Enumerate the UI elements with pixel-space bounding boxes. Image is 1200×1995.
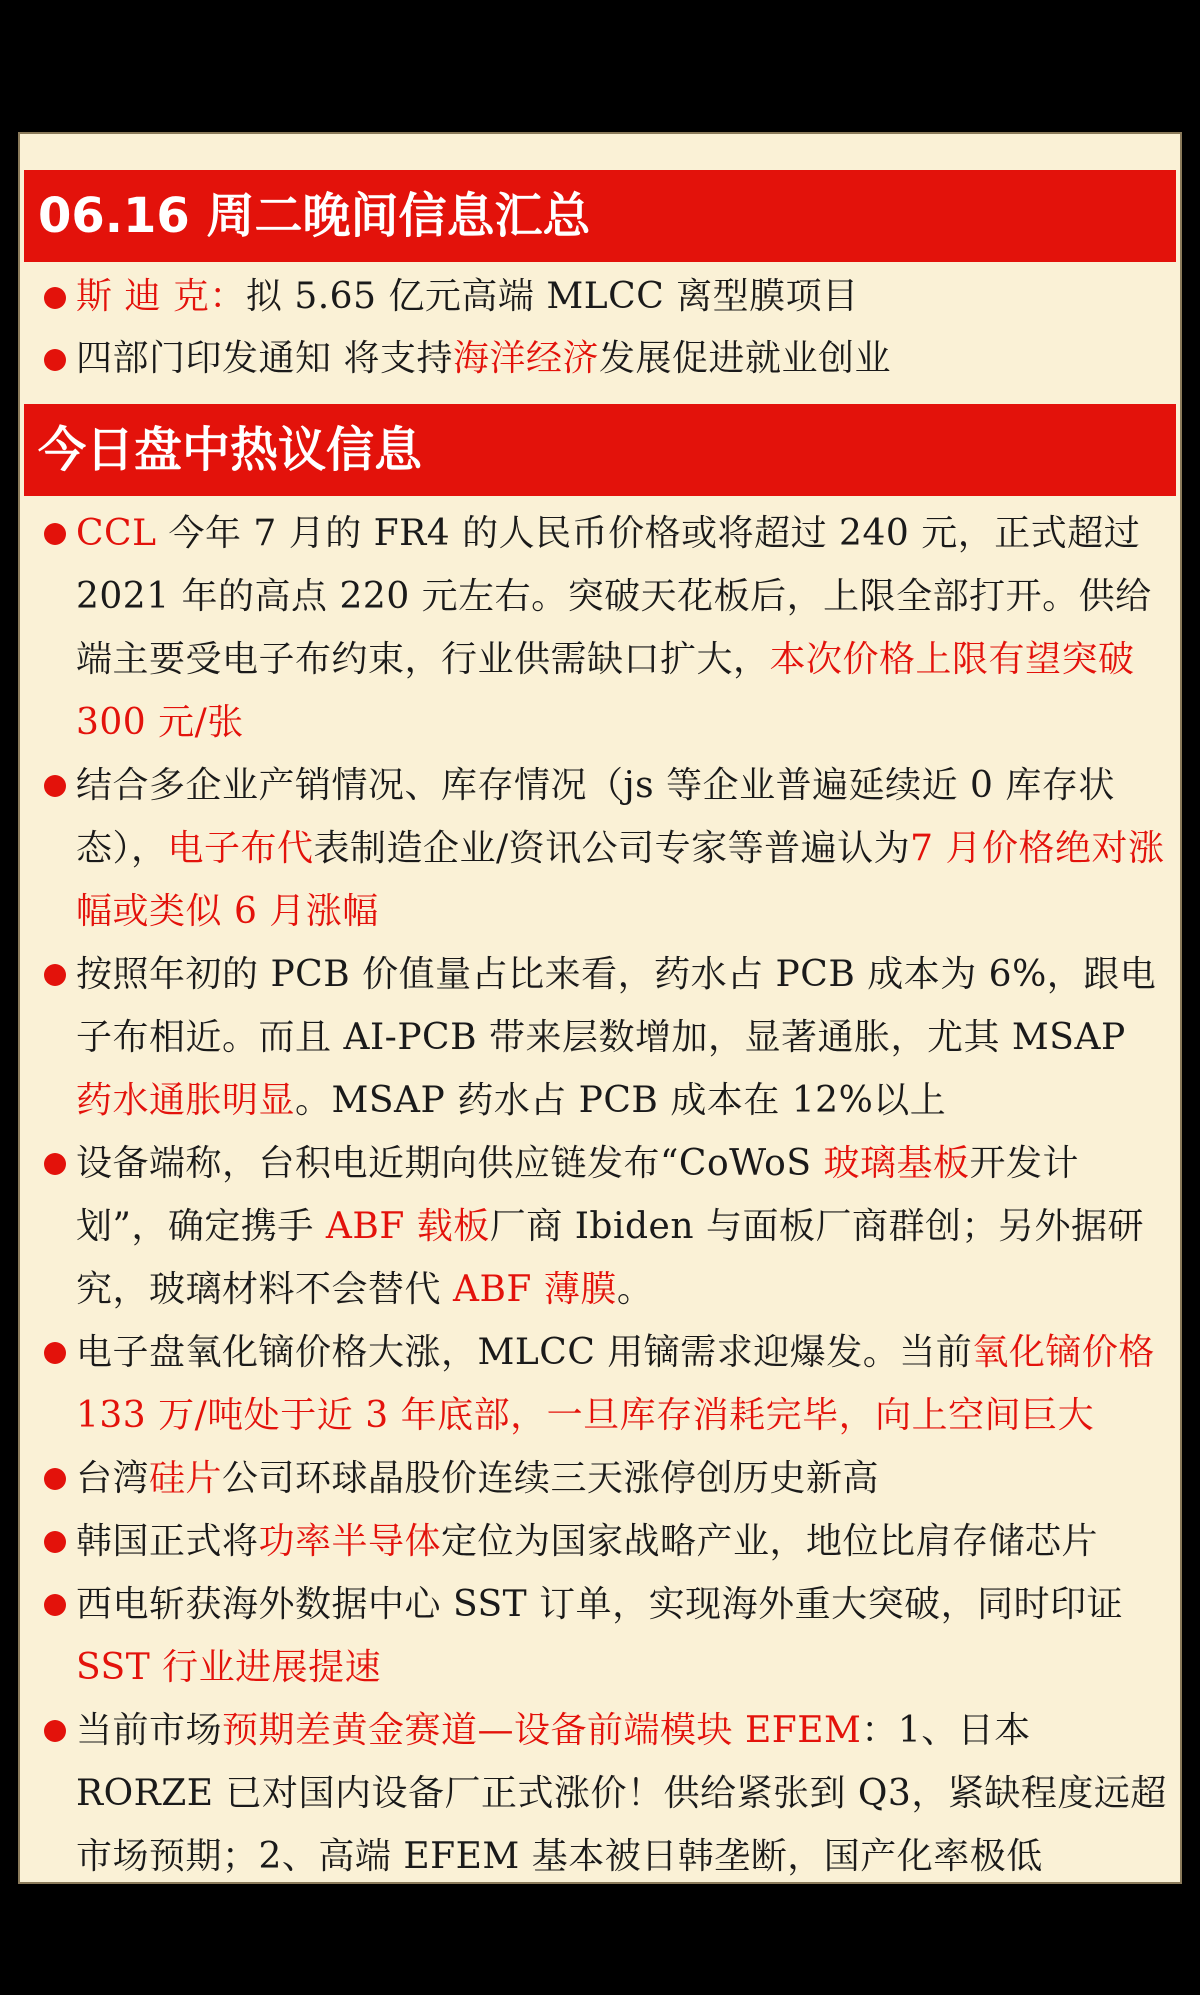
evening-news-list <box>20 266 1180 390</box>
highlight-text: 氧化镝价格 133 万/吨处于近 3 年底部，一旦库存消耗完毕，向上空间巨大 <box>76 1332 1155 1436</box>
bullet-dot-icon <box>44 349 66 371</box>
highlight-text: CCL <box>76 513 157 554</box>
body-text: 表制造企业/资讯公司专家等普遍认为 <box>313 828 911 869</box>
bullet-dot-icon <box>44 1720 66 1742</box>
bullet-dot-icon <box>44 1594 66 1616</box>
body-text: 公司环球晶股价连续三天涨停创历史新高 <box>222 1458 880 1499</box>
section-header-intraday: 今日盘中热议信息 <box>24 404 1176 496</box>
body-text: 韩国正式将 <box>76 1521 259 1562</box>
bullet-dot-icon <box>44 1342 66 1364</box>
body-text: 结合多企业产销情况、库存情况（js 等企业普遍延续近 0 库存状态）， <box>76 765 1115 869</box>
bullet-dot-icon <box>44 523 66 545</box>
highlight-text: 电子布代 <box>167 828 314 869</box>
bullet-dot-icon <box>44 1468 66 1490</box>
body-text: 当前市场 <box>76 1710 223 1751</box>
highlight-text: 7 月价格绝对涨幅或类似 6 月涨幅 <box>76 828 1165 932</box>
body-text: 电子盘氧化镝价格大涨，MLCC 用镝需求迎爆发。当前 <box>76 1332 973 1373</box>
body-text: ：1、日本 RORZE 已对国内设备厂正式涨价！供给紧张到 Q3，紧缺程度远超市场预期；2、高端 EFEM 基本被日韩垄断，国产化率极低 <box>76 1710 1167 1877</box>
bullet-dot-icon <box>44 775 66 797</box>
body-text: 西电斩获海外数据中心 SST 订单，实现海外重大突破，同时印证 <box>76 1584 1124 1625</box>
highlight-text: 斯 迪 克： <box>76 276 246 317</box>
highlight-text: 预期差黄金赛道—设备前端模块 EFEM <box>222 1710 862 1751</box>
section-header-evening: 06.16 周二晚间信息汇总 <box>24 170 1176 262</box>
news-item <box>20 328 1168 390</box>
body-text: 台湾 <box>76 1458 150 1499</box>
body-text: 按照年初的 PCB 价值量占比来看，药水占 PCB 成本为 6%，跟电子布相近。而且 AI-PCB 带来层数增加，显著通胀，尤其 MSAP <box>76 954 1157 1058</box>
news-item <box>20 266 1168 328</box>
highlight-text: SST 行业进展提速 <box>76 1647 382 1688</box>
highlight-text: 硅片 <box>149 1458 223 1499</box>
bullet-dot-icon <box>44 964 66 986</box>
highlight-text: 玻璃基板 <box>823 1143 970 1184</box>
news-item <box>20 943 1168 1132</box>
body-text: 今年 7 月的 FR4 的人民币价格或将超过 240 元，正式超过 2021 年的高点 220 元左右。突破天花板后，上限全部打开。供给端主要受电子布约束，行业供需缺口扩大， <box>76 513 1152 680</box>
body-text: 。MSAP 药水占 PCB 成本在 12%以上 <box>295 1080 947 1121</box>
body-text: 定位为国家战略产业，地位比肩存储芯片 <box>441 1521 1099 1562</box>
news-item <box>20 1132 1168 1321</box>
body-text: 设备端称，台积电近期向供应链发布“CoWoS <box>76 1143 824 1184</box>
highlight-text: 本次价格上限有望突破 300 元/张 <box>76 639 1135 743</box>
body-text: 四部门印发通知 将支持 <box>76 338 453 379</box>
bullet-dot-icon <box>44 1153 66 1175</box>
news-item <box>20 1510 1168 1573</box>
highlight-text: 功率半导体 <box>258 1521 442 1562</box>
news-item <box>20 754 1168 943</box>
bullet-dot-icon <box>44 1531 66 1553</box>
body-text: 开发计划”，确定携手 <box>76 1143 1079 1247</box>
highlight-text: ABF 薄膜 <box>452 1269 617 1310</box>
news-item <box>20 1321 1168 1447</box>
news-item <box>20 1699 1168 1888</box>
highlight-text: ABF 载板 <box>325 1206 490 1247</box>
highlight-text: 药水通胀明显 <box>76 1080 296 1121</box>
info-card <box>18 132 1182 1884</box>
body-text: 厂商 Ibiden 与面板厂商群创；另外据研究，玻璃材料不会替代 <box>76 1206 1144 1310</box>
highlight-text: 海洋经济 <box>452 338 599 379</box>
body-text: 拟 5.65 亿元高端 MLCC 离型膜项目 <box>245 276 859 317</box>
news-item <box>20 1447 1168 1510</box>
body-text: 。 <box>616 1269 654 1310</box>
body-text: 发展促进就业创业 <box>598 338 891 379</box>
intraday-news-list <box>20 502 1180 1888</box>
news-item <box>20 502 1168 754</box>
news-item <box>20 1573 1168 1699</box>
bullet-dot-icon <box>44 287 66 309</box>
